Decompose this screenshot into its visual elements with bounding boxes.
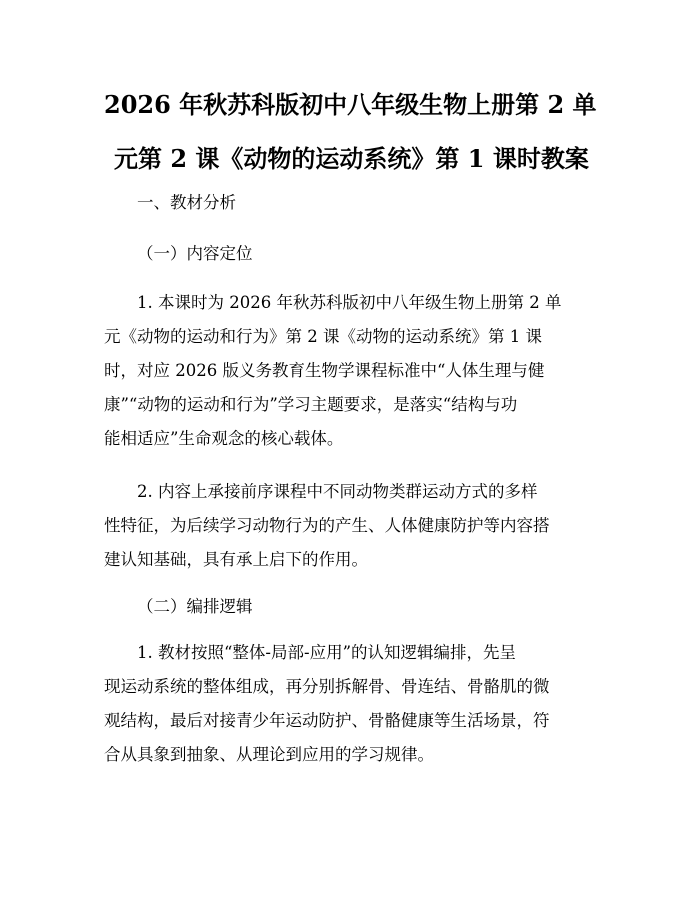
- paragraph-line: 康”“动物的运动和行为”学习主题要求，是落实“结构与功: [104, 395, 518, 414]
- paragraph-line: 元《动物的运动和行为》第 2 课《动物的运动系统》第 1 课: [104, 327, 542, 346]
- paragraph-line: 2. 内容上承接前序课程中不同动物类群运动方式的多样: [137, 482, 538, 501]
- section-heading-textbook-analysis: 一、教材分析: [137, 193, 236, 212]
- paragraph-line: 观结构，最后对接青少年运动防护、骨骼健康等生活场景，符: [104, 711, 550, 730]
- document-title: [104, 84, 596, 180]
- paragraph-line: 性特征，为后续学习动物行为的产生、人体健康防护等内容搭: [104, 516, 550, 535]
- title-line-2: 元第 2 课《动物的运动系统》第 1 课时教案: [114, 144, 589, 173]
- paragraph-layout-logic-1: [104, 636, 596, 772]
- title-line-1: 2026 年秋苏科版初中八年级生物上册第 2 单: [104, 90, 597, 119]
- paragraph-line: 建认知基础，具有承上启下的作用。: [104, 550, 368, 569]
- subsection-heading-layout-logic: （二）编排逻辑: [137, 597, 253, 616]
- paragraph-content-positioning-2: [104, 475, 596, 577]
- paragraph-line: 能相适应”生命观念的核心载体。: [104, 429, 344, 448]
- paragraph-line: 1. 本课时为 2026 年秋苏科版初中八年级生物上册第 2 单: [137, 293, 562, 312]
- paragraph-line: 合从具象到抽象、从理论到应用的学习规律。: [104, 745, 434, 764]
- paragraph-line: 1. 教材按照“整体-局部-应用”的认知逻辑编排，先呈: [137, 643, 517, 662]
- paragraph-line: 现运动系统的整体组成，再分别拆解骨、骨连结、骨骼肌的微: [104, 677, 550, 696]
- paragraph-content-positioning-1: [104, 286, 596, 456]
- paragraph-line: 时，对应 2026 版义务教育生物学课程标准中“人体生理与健: [104, 361, 545, 380]
- subsection-heading-content-positioning: （一）内容定位: [137, 244, 253, 263]
